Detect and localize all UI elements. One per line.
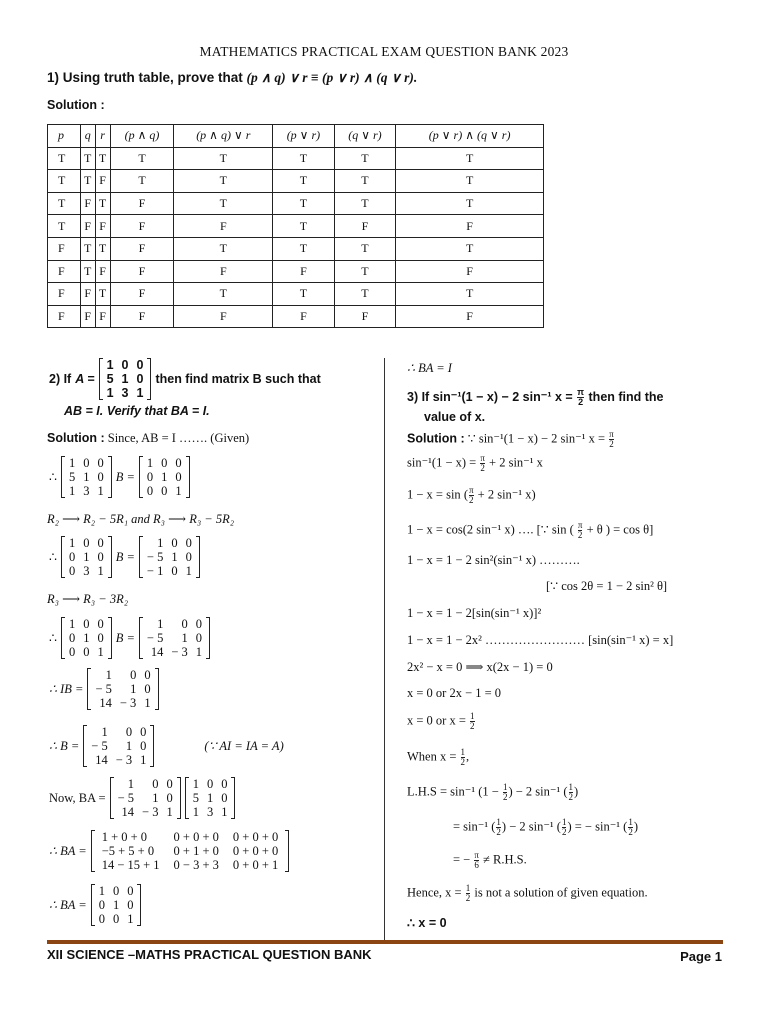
- matrix-entry: 1: [181, 631, 188, 645]
- matrix-entry: 1: [68, 456, 76, 470]
- step-5-lhs: ∴ B =: [49, 739, 80, 753]
- matrix-entry: − 3: [115, 753, 133, 767]
- matrix-entry: 0: [166, 791, 173, 805]
- matrix-entry: 0: [112, 912, 120, 926]
- truth-table-row: [48, 215, 544, 238]
- matrix-entry: 0: [206, 777, 214, 791]
- matrix-entry: 1: [83, 550, 90, 564]
- truth-table-cell: F: [80, 215, 95, 238]
- question-2-a-eq: A =: [75, 372, 95, 386]
- matrix-entry: 1: [175, 484, 182, 498]
- truth-table-header-row: [48, 125, 544, 148]
- solution-1-label: Solution :: [47, 98, 105, 112]
- matrix-entry: 1: [106, 358, 114, 372]
- truth-table-cell: T: [273, 147, 335, 170]
- matrix-entry: 14 − 15 + 1: [101, 858, 160, 872]
- matrix-entry: 1: [171, 550, 178, 564]
- truth-table-cell: T: [334, 170, 396, 193]
- matrix-step2-b: [139, 536, 200, 578]
- step-6: [47, 777, 237, 819]
- frac-pi-over-2: $\frac{\pi}{2}$: [609, 429, 614, 449]
- matrix-entry: 0: [185, 550, 192, 564]
- matrix-entry: 0: [185, 536, 192, 550]
- truth-table-cell: T: [174, 192, 273, 215]
- matrix-step1-a: [61, 456, 112, 498]
- step-2: [47, 536, 202, 578]
- step-8: [47, 884, 143, 926]
- matrix-entry: 3: [83, 564, 90, 578]
- truth-table-cell: T: [334, 237, 396, 260]
- matrix-step6-b: [185, 777, 236, 819]
- truth-table-cell: F: [334, 305, 396, 328]
- truth-table-cell: F: [95, 170, 110, 193]
- matrix-entry: 1: [157, 536, 164, 550]
- truth-table-cell: F: [110, 260, 174, 283]
- matrix-step4: [87, 668, 158, 710]
- truth-table-cell: F: [48, 283, 81, 306]
- matrix-entry: 0: [97, 550, 104, 564]
- matrix-entry: 14: [99, 696, 112, 710]
- truth-table-cell: T: [80, 237, 95, 260]
- matrix-step5: [83, 725, 154, 767]
- truth-table-cell: T: [80, 260, 95, 283]
- eq-line-1: sin⁻¹(1 − x) = $\frac{\pi}{2}$ + 2 sin⁻¹ x: [407, 453, 543, 473]
- step-6-lhs: Now, BA =: [49, 790, 106, 805]
- matrix-entry: 0: [98, 912, 105, 926]
- matrix-entry: 0: [83, 456, 90, 470]
- truth-table-header-cell: (q ∨ r): [334, 125, 396, 148]
- truth-table-cell: T: [334, 260, 396, 283]
- matrix-entry: 1: [68, 617, 76, 631]
- row-op-1: R₂ ⟶ R₂ − 5R₁ and R₃ ⟶ R₃ − 5R₂: [47, 512, 235, 526]
- matrix-entry: 0 + 0 + 0: [232, 844, 279, 858]
- matrix-step2-a: [61, 536, 112, 578]
- truth-table-cell: F: [174, 260, 273, 283]
- question-1-text: 1) Using truth table, prove that: [47, 70, 247, 85]
- page-title: MATHEMATICS PRACTICAL EXAM QUESTION BANK 2023: [199, 44, 569, 59]
- matrix-entry: 0: [136, 358, 144, 372]
- solution-2-label: Solution :: [47, 431, 105, 445]
- matrix-entry: 1: [127, 912, 134, 926]
- truth-table-cell: F: [334, 215, 396, 238]
- truth-table-cell: F: [95, 260, 110, 283]
- step-1-b-eq: B =: [115, 469, 135, 484]
- truth-table-cell: T: [95, 237, 110, 260]
- matrix-step3-b: [139, 617, 210, 659]
- truth-table-header-cell: (p ∨ r): [273, 125, 335, 148]
- matrix-entry: 0: [140, 725, 147, 739]
- solution-3-text: ∵ sin⁻¹(1 − x) − 2 sin⁻¹ x =: [467, 431, 609, 446]
- truth-table-cell: T: [110, 147, 174, 170]
- truth-table-cell: T: [174, 237, 273, 260]
- matrix-entry: 3: [83, 484, 90, 498]
- frac-pi-over-2: $\frac{\pi}{2}$: [577, 520, 583, 540]
- step-1: [47, 456, 192, 498]
- matrix-entry: − 3: [171, 645, 188, 659]
- truth-table: [47, 124, 544, 328]
- matrix-entry: 3: [121, 386, 129, 400]
- final-answer: ∴ x = 0: [407, 916, 447, 930]
- matrix-entry: 0: [161, 484, 168, 498]
- question-3-text-b: then find the: [585, 389, 664, 404]
- truth-table-cell: T: [273, 192, 335, 215]
- solution-3-label: Solution :: [407, 431, 465, 446]
- matrix-entry: 0: [127, 898, 134, 912]
- truth-table-cell: F: [80, 283, 95, 306]
- matrix-entry: 0: [195, 631, 203, 645]
- matrix-entry: 1: [98, 884, 105, 898]
- matrix-entry: 0: [127, 884, 134, 898]
- matrix-entry: 1: [97, 645, 104, 659]
- matrix-entry: 1: [157, 617, 164, 631]
- question-2-line2: AB = I. Verify that BA = I.: [64, 404, 210, 418]
- matrix-entry: 1: [121, 372, 129, 386]
- matrix-entry: 0 + 0 + 1: [232, 858, 279, 872]
- matrix-entry: − 5: [95, 682, 112, 696]
- step-2-b-eq: B =: [115, 549, 135, 564]
- truth-table-cell: T: [48, 215, 81, 238]
- matrix-entry: 0 + 0 + 0: [173, 830, 219, 844]
- truth-table-cell: T: [110, 170, 174, 193]
- matrix-entry: 0: [136, 372, 144, 386]
- truth-table-cell: T: [174, 170, 273, 193]
- matrix-entry: 0: [83, 536, 90, 550]
- matrix-entry: 0: [166, 777, 173, 791]
- question-2-prefix: 2) If: [49, 372, 72, 386]
- eq-line-2: 1 − x = sin ( $\frac{\pi}{2}$ + 2 sin⁻¹ x): [407, 485, 536, 505]
- page-number: Page 1: [680, 949, 722, 964]
- truth-table-cell: F: [95, 305, 110, 328]
- matrix-entry: 1: [161, 470, 168, 484]
- truth-table-row: [48, 260, 544, 283]
- matrix-entry: 0: [144, 682, 151, 696]
- matrix-entry: 1: [97, 564, 104, 578]
- matrix-entry: 0: [97, 617, 104, 631]
- matrix-entry: 1: [68, 484, 76, 498]
- matrix-entry: − 5: [146, 631, 164, 645]
- question-3: [407, 388, 664, 407]
- matrix-entry: 1: [221, 805, 228, 819]
- matrix-step8: [91, 884, 142, 926]
- matrix-entry: − 5: [117, 791, 135, 805]
- eq-line-4: 1 − x = 1 − 2 sin²(sin⁻¹ x) ……….: [407, 553, 580, 567]
- matrix-entry: 1: [166, 805, 173, 819]
- frac-one-half: $\frac{1}{2}$: [628, 817, 633, 837]
- truth-table-cell: T: [48, 170, 81, 193]
- matrix-entry: 0: [175, 470, 182, 484]
- matrix-entry: − 5: [91, 739, 108, 753]
- truth-table-cell: T: [396, 283, 544, 306]
- truth-table-cell: T: [396, 192, 544, 215]
- truth-table-cell: F: [110, 283, 174, 306]
- matrix-entry: 0: [221, 777, 228, 791]
- q2-conclusion: ∴ BA = I: [407, 361, 452, 375]
- truth-table-cell: T: [48, 192, 81, 215]
- frac-one-half: $\frac{1}{2}$: [502, 782, 508, 802]
- truth-table-row: [48, 192, 544, 215]
- truth-table-header-cell: p: [48, 125, 81, 148]
- matrix-entry: 0: [140, 739, 147, 753]
- matrix-step3-a: [61, 617, 112, 659]
- eq-line-5: [∵ cos 2θ = 1 − 2 sin² θ]: [546, 579, 668, 593]
- matrix-entry: 0: [175, 456, 182, 470]
- matrix-entry: 0: [125, 725, 133, 739]
- truth-table-row: [48, 237, 544, 260]
- matrix-entry: 1: [125, 739, 133, 753]
- matrix-entry: 14: [95, 753, 108, 767]
- truth-table-header-cell: (p ∧ q) ∨ r: [174, 125, 273, 148]
- step-4-lhs: ∴ IB =: [49, 682, 84, 696]
- truth-table-row: [48, 305, 544, 328]
- matrix-entry: 1: [101, 725, 108, 739]
- matrix-entry: 1: [206, 791, 214, 805]
- truth-table-header-cell: r: [95, 125, 110, 148]
- eq-line-10: x = 0 or x = $\frac{1}{2}$: [407, 711, 475, 731]
- matrix-a: [99, 358, 152, 400]
- truth-table-cell: T: [174, 283, 273, 306]
- truth-table-cell: F: [110, 237, 174, 260]
- frac-pi-over-6: $\frac{\pi}{6}$: [474, 850, 479, 870]
- matrix-entry: 0: [68, 631, 76, 645]
- eq-line-8: 2x² − x = 0 ⟹ x(2x − 1) = 0: [407, 660, 553, 674]
- question-1: [47, 70, 417, 86]
- matrix-entry: − 3: [119, 696, 137, 710]
- eq-line-12: L.H.S = sin⁻¹ (1 − $\frac{1}{2}$ ) − 2 sin⁻¹ ( $\frac{1}{2}$ ): [407, 782, 579, 802]
- matrix-entry: 0: [97, 456, 104, 470]
- frac-pi-over-2: $\frac{\pi}{2}$: [468, 485, 474, 505]
- matrix-entry: 0: [97, 631, 104, 645]
- frac-one-half: $\frac{1}{2}$: [470, 711, 475, 731]
- truth-table-cell: T: [334, 283, 396, 306]
- truth-table-cell: T: [273, 215, 335, 238]
- matrix-entry: 0: [171, 536, 178, 550]
- truth-table-cell: F: [80, 192, 95, 215]
- matrix-entry: 14: [150, 645, 164, 659]
- matrix-entry: 0: [144, 668, 151, 682]
- matrix-entry: 0: [83, 645, 90, 659]
- column-divider: [384, 358, 385, 940]
- step-5-note: (∵ AI = IA = A): [204, 739, 284, 753]
- matrix-entry: 0: [97, 536, 104, 550]
- matrix-entry: 1: [152, 791, 159, 805]
- frac-one-half: $\frac{1}{2}$: [460, 747, 466, 767]
- truth-table-cell: T: [95, 192, 110, 215]
- eq-line-11: When x = $\frac{1}{2}$ ,: [407, 747, 470, 767]
- solution-2-text: Since, AB = I ……. (Given): [104, 431, 250, 445]
- matrix-entry: 0 + 1 + 0: [173, 844, 219, 858]
- truth-table-cell: F: [273, 260, 335, 283]
- truth-table-header-cell: (p ∧ q): [110, 125, 174, 148]
- matrix-entry: 0: [121, 358, 129, 372]
- step-5: [47, 725, 286, 767]
- matrix-entry: 1: [136, 386, 144, 400]
- eq-line-9: x = 0 or 2x − 1 = 0: [407, 686, 502, 700]
- matrix-entry: 1: [83, 631, 90, 645]
- frac-pi-over-2: $\frac{\pi}{2}$: [577, 387, 585, 407]
- eq-line-3: 1 − x = cos(2 sin⁻¹ x) …. [∵ sin ( $\frac{\pi}{2}$ + θ ) = cos θ]: [407, 520, 654, 540]
- truth-table-header-cell: q: [80, 125, 95, 148]
- matrix-entry: 1: [146, 456, 154, 470]
- matrix-entry: 1: [195, 645, 203, 659]
- matrix-entry: − 3: [142, 805, 159, 819]
- eq-line-6: 1 − x = 1 − 2[sin(sin⁻¹ x)]²: [407, 606, 542, 620]
- truth-table-cell: T: [396, 147, 544, 170]
- step-3: [47, 617, 212, 659]
- matrix-entry: 5: [192, 791, 199, 805]
- truth-table-header-cell: (p ∨ r) ∧ (q ∨ r): [396, 125, 544, 148]
- truth-table-cell: T: [95, 147, 110, 170]
- matrix-entry: 0: [83, 617, 90, 631]
- eq-line-15: Hence, x = $\frac{1}{2}$ is not a solution of given equation.: [407, 883, 648, 903]
- solution-2: [47, 431, 249, 446]
- matrix-entry: 1: [127, 777, 135, 791]
- eq-line-7: 1 − x = 1 − 2x² …………………… [sin(sin⁻¹ x) = x]: [407, 633, 674, 647]
- step-3-b-eq: B =: [115, 630, 135, 645]
- matrix-entry: 0: [112, 884, 120, 898]
- question-3-text: 3) If sin⁻¹(1 − x) − 2 sin⁻¹ x =: [407, 389, 577, 404]
- truth-table-body: [48, 147, 544, 328]
- matrix-entry: 0: [68, 645, 76, 659]
- truth-table-cell: F: [174, 215, 273, 238]
- matrix-entry: 1: [83, 470, 90, 484]
- matrix-entry: 14: [121, 805, 135, 819]
- matrix-entry: 0: [130, 668, 137, 682]
- row-op-2: R₃ ⟶ R₃ − 3R₂: [47, 592, 129, 606]
- step-8-lhs: ∴ BA =: [49, 898, 87, 912]
- matrix-entry: 0: [195, 617, 203, 631]
- matrix-entry: 0: [97, 470, 104, 484]
- matrix-entry: 0: [68, 550, 76, 564]
- matrix-entry: 1: [144, 696, 151, 710]
- frac-one-half: $\frac{1}{2}$: [496, 817, 501, 837]
- matrix-step6-a: [110, 777, 181, 819]
- truth-table-cell: F: [273, 305, 335, 328]
- matrix-entry: 1: [130, 682, 137, 696]
- truth-table-row: [48, 170, 544, 193]
- matrix-step1-b: [139, 456, 190, 498]
- matrix-entry: 0: [146, 484, 154, 498]
- truth-table-cell: F: [396, 215, 544, 238]
- step-7: [47, 830, 291, 872]
- frac-one-half: $\frac{1}{2}$: [568, 782, 573, 802]
- matrix-entry: 0: [161, 456, 168, 470]
- truth-table-cell: F: [110, 215, 174, 238]
- truth-table-cell: F: [396, 260, 544, 283]
- matrix-entry: − 5: [146, 550, 164, 564]
- truth-table-cell: F: [48, 260, 81, 283]
- question-1-formula: (p ∧ q) ∨ r ≡ (p ∨ r) ∧ (q ∨ r).: [246, 70, 418, 85]
- matrix-entry: 0 + 0 + 0: [232, 830, 279, 844]
- truth-table-cell: F: [110, 305, 174, 328]
- truth-table-cell: F: [48, 237, 81, 260]
- matrix-entry: 5: [68, 470, 76, 484]
- frac-one-half: $\frac{1}{2}$: [561, 817, 567, 837]
- truth-table-cell: T: [334, 147, 396, 170]
- eq-line-14: = − $\frac{\pi}{6}$ ≠ R.H.S.: [453, 850, 527, 870]
- step-7-lhs: ∴ BA =: [49, 844, 87, 858]
- matrix-entry: 1: [112, 898, 120, 912]
- truth-table-row: [48, 283, 544, 306]
- matrix-entry: 1: [185, 564, 192, 578]
- matrix-entry: 1: [192, 805, 199, 819]
- truth-table-cell: F: [95, 215, 110, 238]
- frac-one-half: $\frac{1}{2}$: [465, 883, 471, 903]
- truth-table-cell: T: [80, 147, 95, 170]
- truth-table-cell: F: [80, 305, 95, 328]
- truth-table-cell: T: [174, 147, 273, 170]
- matrix-entry: 1 + 0 + 0: [101, 830, 148, 844]
- matrix-entry: 0 − 3 + 3: [173, 858, 219, 872]
- question-3-line2: value of x.: [424, 410, 486, 424]
- matrix-entry: 5: [106, 372, 114, 386]
- question-2: [47, 358, 323, 400]
- footer-title: XII SCIENCE –MATHS PRACTICAL QUESTION BANK: [47, 947, 372, 962]
- truth-table-cell: T: [273, 283, 335, 306]
- truth-table-cell: F: [110, 192, 174, 215]
- step-1-therefore: ∴: [49, 470, 57, 484]
- truth-table-cell: T: [273, 170, 335, 193]
- truth-table-row: [48, 147, 544, 170]
- truth-table-cell: T: [273, 237, 335, 260]
- matrix-entry: − 1: [146, 564, 164, 578]
- matrix-entry: 0: [171, 564, 178, 578]
- matrix-step7: [91, 830, 290, 872]
- matrix-entry: 3: [206, 805, 214, 819]
- matrix-entry: 0: [146, 470, 154, 484]
- truth-table-cell: T: [396, 170, 544, 193]
- matrix-entry: 1: [105, 668, 112, 682]
- truth-table-cell: T: [334, 192, 396, 215]
- frac-pi-over-2: $\frac{\pi}{2}$: [480, 453, 485, 473]
- matrix-entry: 0: [98, 898, 105, 912]
- matrix-entry: 0: [181, 617, 188, 631]
- footer-rule: [47, 940, 723, 944]
- truth-table-cell: F: [48, 305, 81, 328]
- matrix-entry: 0: [68, 564, 76, 578]
- solution-3: [407, 430, 615, 449]
- matrix-entry: 1: [106, 386, 114, 400]
- truth-table-cell: F: [174, 305, 273, 328]
- eq-line-13: = sin⁻¹ ( $\frac{1}{2}$ ) − 2 sin⁻¹ ( $\frac{1}{2}$ ) = − sin⁻¹ ( $\frac{1}{2}$ ): [453, 817, 638, 837]
- step-4: [47, 668, 161, 710]
- matrix-entry: 1: [97, 484, 104, 498]
- matrix-entry: 0: [152, 777, 159, 791]
- matrix-entry: −5 + 5 + 0: [101, 844, 155, 858]
- truth-table-cell: T: [95, 283, 110, 306]
- matrix-entry: 1: [68, 536, 76, 550]
- matrix-entry: 0: [221, 791, 228, 805]
- matrix-entry: 1: [192, 777, 199, 791]
- question-2-suffix: then find matrix B such that: [155, 372, 321, 386]
- truth-table-cell: T: [396, 237, 544, 260]
- truth-table-cell: F: [396, 305, 544, 328]
- step-2-therefore: ∴: [49, 550, 57, 564]
- truth-table-cell: T: [48, 147, 81, 170]
- matrix-entry: 1: [140, 753, 147, 767]
- truth-table-cell: T: [80, 170, 95, 193]
- step-3-therefore: ∴: [49, 631, 57, 645]
